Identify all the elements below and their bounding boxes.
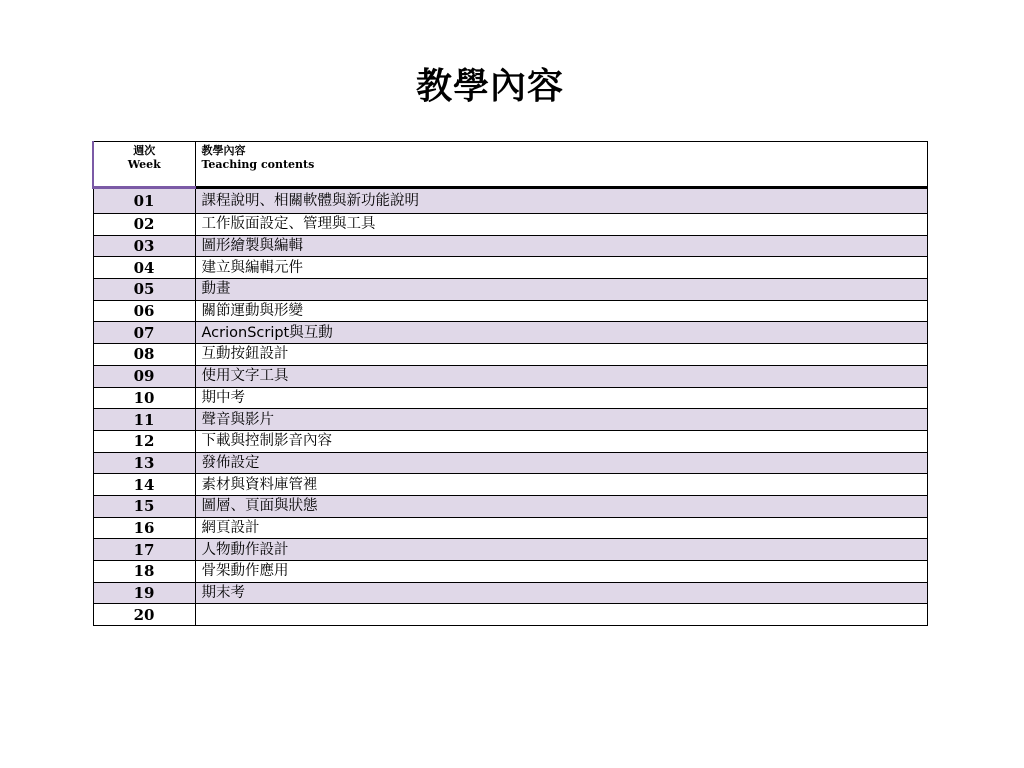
- week-number-cell: 15: [93, 495, 195, 517]
- content-header-en: Teaching contents: [201, 158, 315, 171]
- week-number-cell: 06: [93, 300, 195, 322]
- table-row: [93, 279, 927, 301]
- table-row: [93, 300, 927, 322]
- week-number-cell: 20: [93, 604, 195, 626]
- table-row: [93, 365, 927, 387]
- table-row: [93, 214, 927, 236]
- table-row: [93, 539, 927, 561]
- teaching-content-cell: 課程說明、相關軟體與新功能說明: [195, 188, 927, 214]
- week-number-cell: 17: [93, 539, 195, 561]
- week-number-cell: 11: [93, 409, 195, 431]
- table-header-row: [93, 142, 927, 188]
- teaching-content-cell: 聲音與影片: [195, 409, 927, 431]
- teaching-content-cell: 圖形繪製與編輯: [195, 235, 927, 257]
- week-number-cell: 13: [93, 452, 195, 474]
- teaching-content-cell: 發佈設定: [195, 452, 927, 474]
- teaching-content-cell: 建立與編輯元件: [195, 257, 927, 279]
- page-title: 教學內容: [415, 66, 564, 107]
- table-row: [93, 495, 927, 517]
- teaching-content-cell: 動畫: [195, 279, 927, 301]
- teaching-content-cell: AcrionScript與互動: [195, 322, 927, 344]
- teaching-content-cell: 下載與控制影音內容: [195, 430, 927, 452]
- teaching-content-cell: 工作版面設定、管理與工具: [195, 214, 927, 236]
- content-header-zh: 教學內容: [201, 144, 246, 157]
- teaching-content-cell: 人物動作設計: [195, 539, 927, 561]
- table-row: [93, 517, 927, 539]
- week-number-cell: 19: [93, 582, 195, 604]
- week-number-cell: 12: [93, 430, 195, 452]
- table-row: [93, 188, 927, 214]
- table-row: [93, 582, 927, 604]
- teaching-content-cell: [195, 604, 927, 626]
- table-row: [93, 430, 927, 452]
- table-row: [93, 409, 927, 431]
- week-number-cell: 05: [93, 279, 195, 301]
- teaching-content-cell: 骨架動作應用: [195, 561, 927, 583]
- week-number-cell: 14: [93, 474, 195, 496]
- teaching-content-cell: 網頁設計: [195, 517, 927, 539]
- teaching-schedule-table: [92, 141, 928, 626]
- week-number-cell: 09: [93, 365, 195, 387]
- table-row: [93, 322, 927, 344]
- table-row: [93, 604, 927, 626]
- week-column-header: [93, 142, 195, 188]
- teaching-content-cell: 素材與資料庫管裡: [195, 474, 927, 496]
- teaching-content-cell: 期中考: [195, 387, 927, 409]
- week-number-cell: 02: [93, 214, 195, 236]
- week-number-cell: 01: [93, 188, 195, 214]
- table-row: [93, 452, 927, 474]
- teaching-content-cell: 圖層、頁面與狀態: [195, 495, 927, 517]
- table-row: [93, 387, 927, 409]
- week-number-cell: 03: [93, 235, 195, 257]
- week-number-cell: 16: [93, 517, 195, 539]
- teaching-content-cell: 關節運動與形變: [195, 300, 927, 322]
- table-row: [93, 257, 927, 279]
- week-number-cell: 08: [93, 344, 195, 366]
- table-row: [93, 235, 927, 257]
- teaching-content-cell: 使用文字工具: [195, 365, 927, 387]
- teaching-content-cell: 互動按鈕設計: [195, 344, 927, 366]
- teaching-content-cell: 期末考: [195, 582, 927, 604]
- week-header-zh: 週次: [133, 144, 156, 157]
- week-number-cell: 18: [93, 561, 195, 583]
- week-header-en: Week: [127, 158, 161, 171]
- week-number-cell: 04: [93, 257, 195, 279]
- content-column-header: [195, 142, 927, 188]
- week-number-cell: 07: [93, 322, 195, 344]
- table-row: [93, 344, 927, 366]
- table-row: [93, 561, 927, 583]
- table-row: [93, 474, 927, 496]
- week-number-cell: 10: [93, 387, 195, 409]
